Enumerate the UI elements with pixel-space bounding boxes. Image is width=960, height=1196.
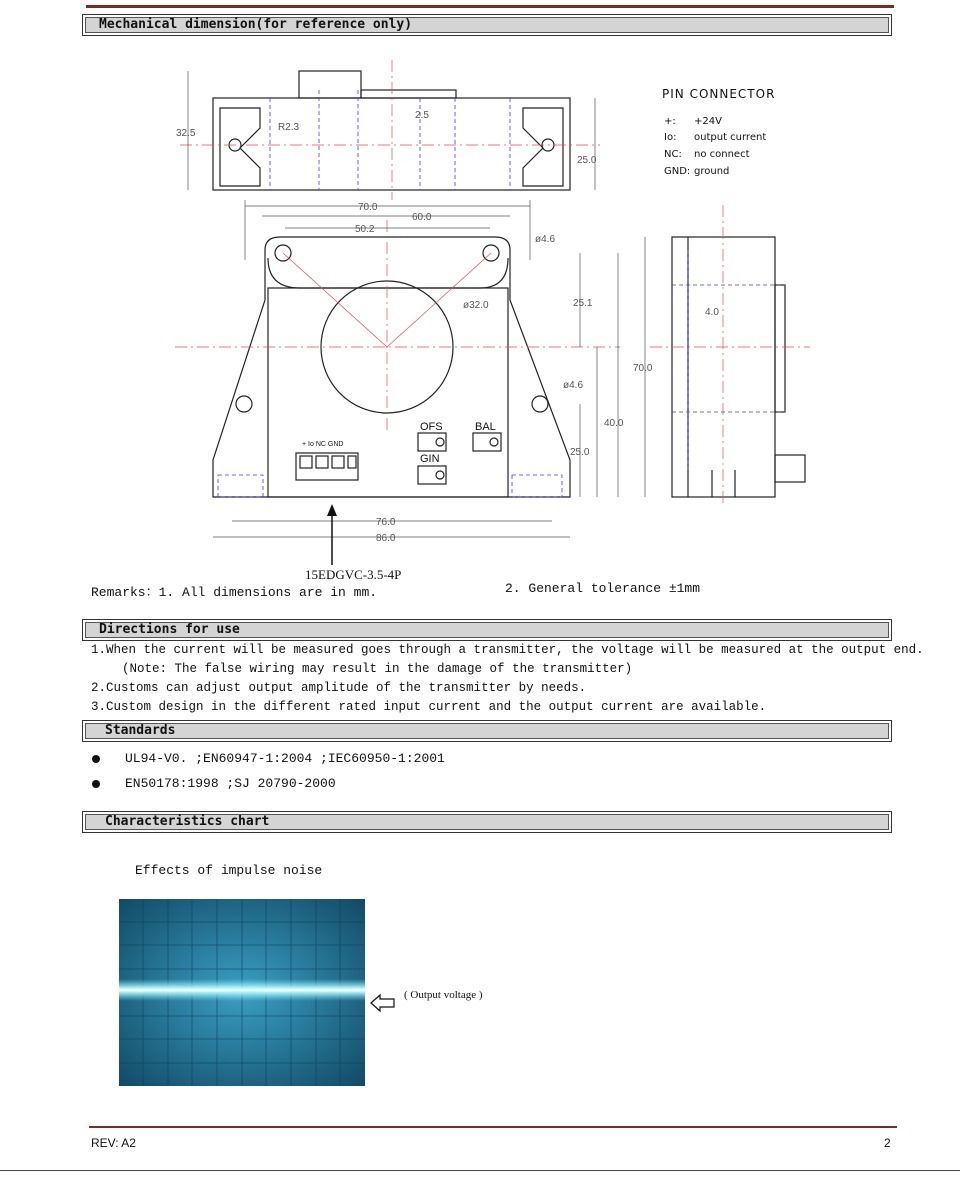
dim-70-side: 70.0 [633, 363, 653, 374]
direction-1: 1.When the current will be measured goes through a transmitter, the voltage will be measured at the output end. [91, 643, 924, 657]
dim-phi4-6-bottom: ø4.6 [563, 380, 584, 391]
section-standards [82, 720, 892, 742]
dim-86: 86.0 [376, 533, 396, 544]
pin-key: +: [664, 116, 676, 127]
bullet-icon [92, 780, 100, 788]
pin-connector-title: PIN CONNECTOR [662, 87, 776, 101]
section-title: Characteristics chart [105, 814, 270, 829]
center-lines-front [175, 220, 620, 430]
standards-row-1: UL94-V0. ;EN60947-1:2004 ;IEC60950-1:2001 [125, 751, 445, 766]
dim-60: 60.0 [412, 212, 432, 223]
direction-2: 2.Customs can adjust output amplitude of the transmitter by needs. [91, 681, 587, 695]
section-directions [82, 619, 892, 641]
connector-arrow [327, 504, 337, 565]
output-voltage-label: ( Output voltage ) [404, 989, 483, 1001]
dim-25: 25.0 [577, 155, 597, 166]
pin-value: no connect [694, 149, 750, 160]
arrow-left-icon [370, 993, 396, 1013]
label-gin: GIN [420, 453, 440, 465]
label-bal: BAL [475, 421, 496, 433]
page-bottom-rule [0, 1170, 960, 1171]
dim-4: 4.0 [705, 307, 719, 318]
direction-note: (Note: The false wiring may result in the damage of the transmitter) [122, 662, 633, 676]
top-view [213, 71, 570, 190]
page-number: 2 [884, 1136, 891, 1150]
dim-32-5: 32.5 [176, 128, 196, 139]
dim-70: 70.0 [358, 202, 378, 213]
dim-2-5: 2.5 [415, 110, 429, 121]
section-title: Standards [105, 723, 176, 738]
dim-50-2: 50.2 [355, 224, 375, 235]
footer-rule [89, 1126, 897, 1128]
label-pins: + Io NC GND [302, 441, 344, 448]
pin-value: +24V [694, 116, 722, 127]
oscilloscope-image [119, 899, 365, 1086]
direction-3: 3.Custom design in the different rated input current and the output current are available. [91, 700, 767, 714]
label-ofs: OFS [420, 421, 443, 433]
bullet-icon [92, 755, 100, 763]
center-lines-top [180, 60, 600, 200]
standards-row-2: EN50178:1998 ;SJ 20790-2000 [125, 776, 336, 791]
pin-key: Io: [664, 132, 677, 143]
pin-key: GND: [664, 166, 691, 177]
side-view [672, 237, 805, 497]
chart-caption: Effects of impulse noise [135, 863, 323, 878]
pin-key: NC: [664, 149, 682, 160]
dim-phi4-6-top: ø4.6 [535, 234, 556, 245]
dim-phi32: ø32.0 [463, 300, 489, 311]
dim-25-bottom: 25.0 [570, 447, 590, 458]
pin-value: ground [694, 166, 730, 177]
hidden-lines-top [270, 90, 510, 190]
dim-25-1: 25.1 [573, 298, 593, 309]
dim-40: 40.0 [604, 418, 624, 429]
dim-r2-3: R2.3 [278, 122, 300, 133]
output-trace [119, 979, 365, 1001]
pin-value: output current [694, 132, 767, 143]
section-characteristics [82, 811, 892, 833]
front-view [213, 237, 570, 497]
revision: REV: A2 [91, 1136, 136, 1150]
section-title: Mechanical dimension(for reference only) [99, 17, 413, 32]
remark-2: 2. General tolerance ±1mm [505, 581, 701, 596]
remark-1: Remarks：1. All dimensions are in mm. [91, 585, 378, 600]
section-title: Directions for use [99, 622, 240, 637]
dim-76: 76.0 [376, 517, 396, 528]
connector-part-number: 15EDGVC-3.5-4P [305, 567, 402, 582]
